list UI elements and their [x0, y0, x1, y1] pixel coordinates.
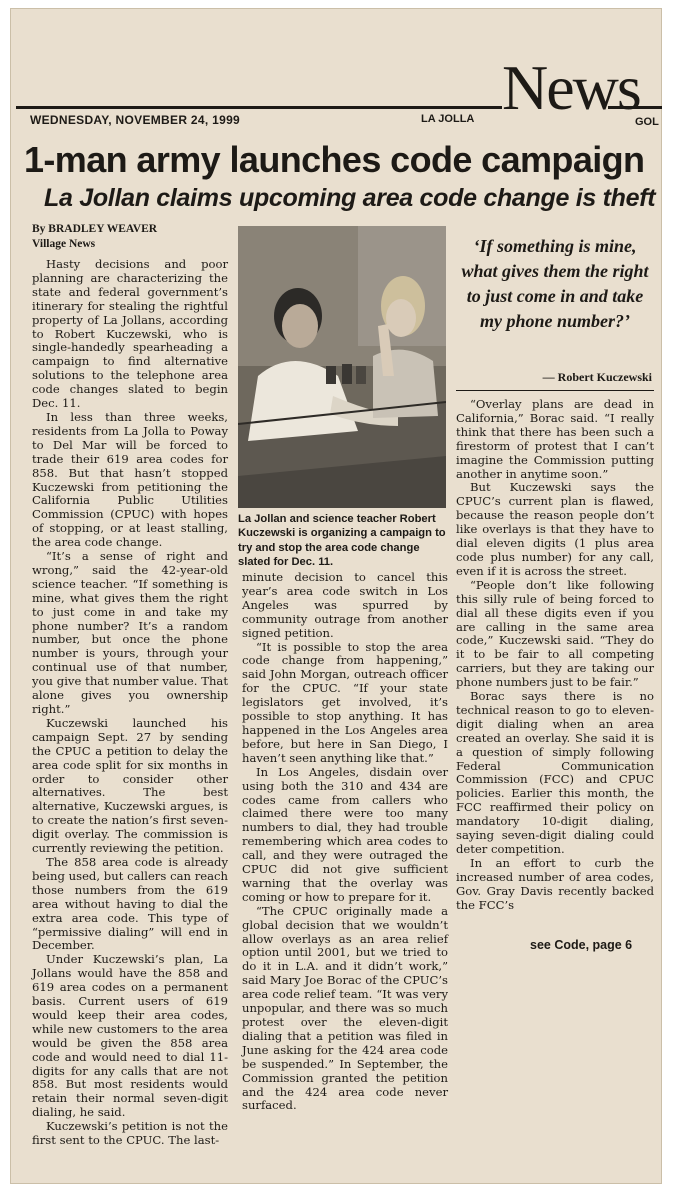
byline [32, 222, 157, 252]
section-logo: News [502, 52, 640, 123]
paragraph: “Overlay plans are dead in California,” Borac said. “I really think that there has been such a firestorm of protest that I can’t imagine the Commission putting another in anytime soon.” [456, 397, 654, 481]
paragraph: Under Kuczewski’s plan, La Jollans would have the 858 and 619 area codes on a permanent basis. Current users of 619 would keep their area codes, while new customers to the area would be given the 858 area code and would need to dial 11-digits for any calls that are not 858. But most residents would retain their normal seven-digit dialing, he said. [32, 952, 228, 1120]
paragraph: Borac says there is no technical reason to go to eleven-digit dialing when an area created an overlay. She said it is a question of simply following Federal Communication Commission (FCC) and CPUC policies. Earlier this month, the FCC reaffirmed their policy on mandatory 10-digit dialing, saying seven-digit dialing could deter competition. [456, 689, 654, 856]
masthead-location: LA JOLLA [421, 113, 475, 125]
paragraph: “It’s a sense of right and wrong,” said the 42-year-old science teacher. “If something is mine, what gives them the right to just come in and take my phone number? It’s a random number, but once the phone number is yours, through your continual use of that number, you give that number value. That alone gives you ownership right.” [32, 549, 228, 716]
paragraph: The 858 area code is already being used, but callers can reach those numbers from the 619 area without having to dial the extra area code. This type of “permissive dialing” will end in December. [32, 854, 228, 953]
headline: 1-man army launches code campaign [24, 139, 645, 180]
paragraph: In less than three weeks, residents from La Jolla to Poway to Del Mar will be forced to trade their 619 area codes for 858. But that hasn’t stopped Kuczewski from petitioning the California Public Utilities Commission (CPUC) with hopes of stopping, or at least stalling, the area code change. [32, 409, 228, 550]
photo-caption: La Jollan and science teacher Robert Kuczewski is organizing a campaign to try and stop the area code change slated for Dec. 11. [238, 513, 446, 569]
paragraph: “It is possible to stop the area code change from happening,” said John Morgan, outreach officer for the CPUC. “If your state legislators get involved, it’s possible to stop anything. It has happened in the Los Angeles area before, but here in San Diego, I haven’t seen anything like that.” [242, 639, 448, 765]
byline-author: By BRADLEY WEAVER [32, 223, 158, 235]
article-column-2 [242, 571, 448, 1113]
pull-quote: ‘If something is mine, what gives them the right to just come in and take my phone number?’ [461, 236, 649, 331]
pull-quote-rule [456, 390, 654, 391]
article-photo [238, 226, 446, 508]
article-column-3 [456, 398, 654, 913]
masthead-fragment: GOL [635, 116, 659, 128]
masthead-rule-left [16, 106, 502, 109]
byline-org: Village News [32, 238, 96, 250]
paragraph: “People don’t like following this silly rule of being forced to dial all these digits even if you are calling in the same area code,” Kuczewski said. “They do it to be fair to all competing carriers, but they are taking our phone numbers just to be fair.” [456, 577, 654, 690]
paragraph: But Kuczewski says the CPUC’s current plan is flawed, because the reason people don’t like overlays is that they have to dial eleven digits (1 plus area code plus number) for any call, even if it is across the street. [456, 480, 654, 578]
photo-illustration [238, 226, 446, 508]
paragraph: minute decision to cancel this year’s area code switch in Los Angeles was spurred by community outrage from another signed petition. [242, 570, 448, 640]
jump-line: see Code, page 6 [530, 938, 633, 952]
paragraph: Hasty decisions and poor planning are characterizing the state and federal government’s itinerary for stealing the rightful property of La Jollans, according to Robert Kuczewski, who is single-handedly spearheading a campaign to find alternative solutions to the telephone area code changes slated to begin Dec. 11. [32, 257, 228, 411]
paragraph: In Los Angeles, disdain over using both the 310 and 434 are codes came from callers who claimed there were too many numbers to dial, they had trouble remembering which area codes to call, and they were outraged the CPUC did not give sufficient warning that the overlay was coming or how to prepare for it. [242, 764, 448, 904]
paragraph: In an effort to curb the increased number of area codes, Gov. Gray Davis recently backed the FCC’s [456, 855, 654, 912]
paragraph: “The CPUC originally made a global decision that we wouldn’t allow overlays as an area relief option until 2001, but we tried to do it in L.A. and it didn’t work,” said Mary Joe Borac of the CPUC’s area code relief team. “It was very unpopular, and there was so much protest over the eleven-digit dialing that a petition was filed in June asking for the 424 area code be suspended.” In September, the Commission granted the petition and the 424 area code never surfaced. [242, 903, 448, 1113]
paragraph: Kuczewski’s petition is not the first sent to the CPUC. The last- [32, 1119, 228, 1148]
dateline: WEDNESDAY, NOVEMBER 24, 1999 [30, 113, 241, 127]
article-column-1 [32, 258, 228, 1148]
subheadline: La Jollan claims upcoming area code change is theft [44, 184, 656, 212]
paragraph: Kuczewski launched his campaign Sept. 27 by sending the CPUC a petition to delay the area code split for six months in order to consider other alternatives. The best alternative, Kuczewski argues, is to create the nation’s first seven-digit overlay. The commission is currently reviewing the petition. [32, 715, 228, 856]
newspaper-clipping [10, 8, 662, 1184]
pull-quote-attribution: — Robert Kuczewski [542, 370, 652, 384]
